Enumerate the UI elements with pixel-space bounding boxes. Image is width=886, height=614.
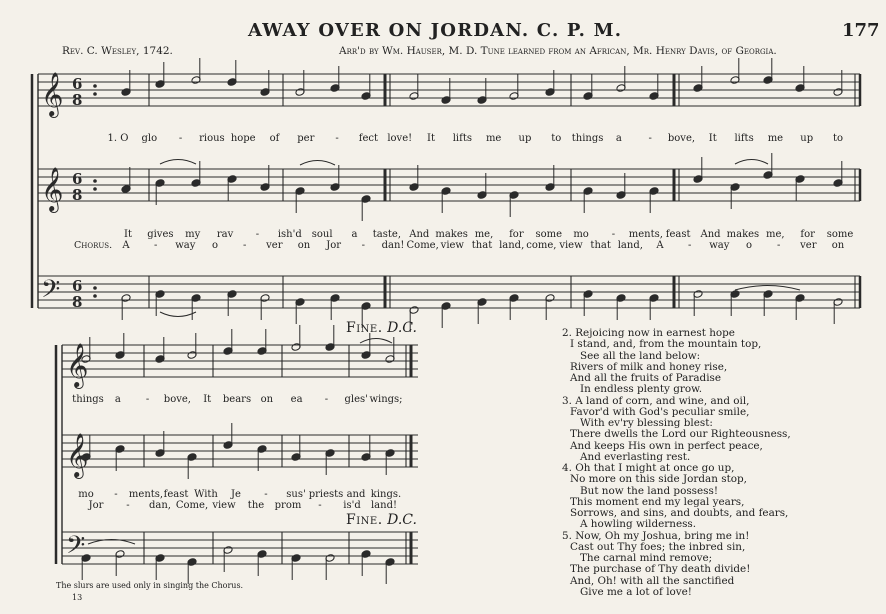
lyric-syllable: makes	[726, 229, 760, 240]
lyric-syllable: that	[471, 240, 493, 251]
lyric-syllable: It	[124, 229, 132, 240]
verse-text: Oh that I might at once go up,	[575, 462, 735, 474]
page-title: AWAY OVER ON JORDAN. C. P. M.	[248, 20, 623, 41]
lyric-syllable: view	[559, 240, 583, 251]
verse-line	[562, 587, 791, 598]
verse-text: A howling wilderness.	[580, 518, 697, 531]
lyric-syllable: glo	[141, 133, 158, 144]
verse-text: This moment end my legal years,	[570, 495, 745, 508]
verse-text: There dwells the Lord our Righteousness,	[570, 428, 791, 441]
verse-text: In endless plenty grow.	[580, 383, 703, 396]
lyric-syllable: Jor	[326, 240, 342, 251]
lyric-syllable: priests	[308, 489, 344, 500]
lyric-syllable: o	[211, 240, 219, 251]
lyric-syllable: rav	[216, 229, 234, 240]
verse-text: With ev'ry blessing blest:	[580, 417, 713, 429]
lyric-syllable: the	[247, 500, 265, 511]
repeat-dot	[93, 92, 97, 96]
lyric-syllable: 1. O	[107, 133, 129, 144]
lyric-syllable: way	[175, 240, 196, 251]
verse-text: I stand, and, from the mountain top,	[570, 338, 762, 351]
verse-text: And, Oh! with all the sanctified	[570, 574, 735, 587]
lyric-syllable: It	[708, 133, 717, 144]
lyric-syllable: gives	[147, 229, 174, 240]
lyric-syllable: bove,	[163, 394, 191, 405]
lyric-syllable: mo	[573, 229, 589, 240]
lyric-syllable: up	[800, 133, 814, 144]
lyric-syllable: land,	[499, 240, 525, 251]
lyric-syllable: land,	[617, 240, 643, 251]
verse-text: And keeps His own in perfect peace,	[570, 439, 763, 452]
verse-number: 4.	[562, 462, 576, 474]
clef-icon: 𝄞	[41, 167, 64, 211]
page-number: 177	[842, 20, 880, 41]
lyric-syllable: Je	[231, 489, 241, 500]
lyric-syllable: -	[324, 394, 329, 405]
lyric-syllable: love!	[387, 133, 413, 144]
lyric-syllable: ver	[266, 240, 283, 251]
slur	[360, 339, 392, 344]
lyric-syllable: me	[485, 133, 502, 144]
lyric-syllable: And	[700, 229, 721, 240]
clef-icon: 𝄢	[66, 531, 86, 566]
lyric-syllable: -	[335, 133, 339, 144]
lyric-syllable: lifts	[452, 133, 472, 144]
repeat-dot	[93, 187, 97, 191]
author-credit: Rev. C. Wesley, 1742.	[62, 45, 173, 57]
slur	[300, 161, 335, 166]
lyric-syllable: that	[590, 240, 611, 251]
lyric-syllable: soul	[311, 229, 333, 240]
verse-text: Rejoicing now in earnest hope	[575, 327, 735, 339]
fine-label: Fine.	[346, 512, 383, 528]
lyric-syllable: on	[297, 240, 311, 251]
lyric-syllable: and	[346, 489, 366, 500]
lyric-syllable: on	[260, 394, 274, 405]
lyric-syllable: With	[194, 489, 218, 500]
verses-column	[562, 328, 791, 598]
lyric-syllable: -	[611, 229, 616, 240]
lyric-syllable: -	[126, 500, 130, 511]
repeat-dot	[93, 179, 97, 183]
lyric-syllable: bears	[222, 394, 252, 405]
lyric-syllable: some	[535, 229, 562, 240]
time-signature-denominator: 8	[72, 293, 83, 311]
lyric-syllable: -	[178, 133, 183, 144]
slur	[160, 160, 196, 165]
lyric-syllable: me,	[765, 229, 785, 240]
lyric-syllable: -	[361, 240, 366, 251]
verse-text: And all the fruits of Paradise	[570, 372, 721, 384]
lyric-syllable: prom	[274, 500, 302, 511]
lyric-syllable: -	[776, 240, 781, 251]
fine-dc-bottom	[346, 512, 417, 528]
lyric-syllable: fect	[358, 133, 379, 144]
dc-label: D.C.	[387, 512, 417, 528]
lyric-syllable: lifts	[734, 133, 754, 144]
lyric-syllable: view	[212, 500, 236, 511]
lyric-syllable: -	[648, 133, 652, 144]
verse-text: And everlasting rest.	[580, 450, 691, 463]
lyric-syllable: It	[203, 394, 212, 405]
dc-label: D.C.	[387, 320, 417, 336]
lyric-syllable: way	[709, 240, 730, 251]
arranger-credit: Arr'd by Wm. Hauser, M. D. Tune learned from an African, Mr. Henry Davis, of Georgia.	[339, 45, 777, 57]
lyric-syllable: ments,	[128, 489, 164, 500]
time-signature-numerator: 6	[72, 277, 83, 295]
lyric-syllable: feast	[665, 229, 691, 240]
verse-text: Favor'd with God's peculiar smile,	[570, 405, 750, 418]
lyric-syllable: Come,	[406, 240, 439, 251]
time-signature-numerator: 6	[72, 170, 83, 188]
time-signature-numerator: 6	[72, 75, 83, 93]
lyric-syllable: Jor	[88, 500, 104, 511]
lyric-syllable: kings.	[370, 489, 402, 500]
verse-number: 3.	[562, 394, 576, 407]
lyric-syllable: things	[571, 133, 604, 144]
verse-text: See all the land below:	[580, 349, 701, 362]
lyric-syllable: taste,	[372, 229, 402, 240]
lyric-syllable: of	[269, 133, 280, 144]
lyric-syllable: sus'	[286, 489, 306, 500]
lyric-syllable: gles'	[344, 394, 368, 405]
lyric-syllable: a	[615, 133, 622, 144]
lyric-syllable: to	[551, 133, 562, 144]
lyric-syllable: me,	[474, 229, 494, 240]
clef-icon: 𝄞	[66, 433, 89, 477]
lyric-syllable: makes	[435, 229, 468, 240]
lyric-syllable: feast	[163, 489, 189, 500]
verse-text: Sorrows, and sins, and doubts, and fears,	[570, 507, 789, 519]
lyric-syllable: ish'd	[277, 229, 302, 240]
lyric-syllable: is'd	[343, 500, 361, 511]
lyric-syllable: Come,	[175, 500, 209, 511]
lyric-syllable: o	[745, 240, 753, 251]
clef-icon: 𝄞	[41, 72, 64, 116]
lyric-syllable: my	[185, 229, 201, 240]
verse-text: Give me a lot of love!	[580, 585, 692, 598]
lyric-syllable: on	[831, 240, 845, 251]
lyric-syllable: ea	[290, 394, 303, 405]
lyric-syllable: -	[255, 229, 260, 240]
lyric-syllable: for	[800, 229, 815, 240]
lyric-syllable: up	[518, 133, 532, 144]
verse-text: A land of corn, and wine, and oil,	[575, 394, 750, 407]
lyric-syllable: bove,	[667, 133, 696, 144]
repeat-dot	[93, 294, 97, 298]
lyric-syllable: dan!	[381, 240, 405, 251]
slur	[735, 160, 768, 165]
lyric-syllable: hope	[230, 133, 256, 144]
lyric-syllable: -	[145, 394, 150, 405]
time-signature-denominator: 8	[72, 91, 83, 109]
verse-text: Cast out Thy foes; the inbred sin,	[570, 540, 746, 553]
slur	[735, 286, 800, 291]
lyric-syllable: wings;	[369, 394, 403, 405]
lyric-syllable: -	[114, 489, 118, 500]
footnote-number: 13	[72, 593, 83, 602]
lyric-syllable: It	[427, 133, 436, 144]
clef-icon: 𝄞	[66, 343, 89, 387]
verse-number: 5.	[562, 529, 576, 542]
lyric-syllable: to	[832, 133, 844, 144]
lyric-syllable: And	[409, 229, 430, 240]
lyric-syllable: -	[264, 489, 268, 500]
verse-text: But now the land possess!	[580, 484, 718, 497]
lyric-syllable: -	[153, 240, 158, 251]
lyric-syllable: come,	[526, 240, 557, 251]
verse-text: The carnal mind remove;	[580, 552, 713, 564]
verse-text: Rivers of milk and honey rise,	[570, 360, 728, 373]
lyric-syllable: A	[656, 240, 664, 251]
lyric-syllable: a	[351, 229, 358, 240]
slur	[160, 312, 196, 317]
verse-text: No more on this side Jordan stop,	[570, 473, 747, 486]
lyric-syllable: view	[440, 240, 464, 251]
lyric-syllable: me	[767, 133, 784, 144]
clef-icon: 𝄢	[41, 275, 61, 310]
verse-number: 2.	[562, 327, 576, 339]
lyric-syllable: things	[72, 394, 104, 405]
lyric-syllable: a	[114, 394, 121, 405]
lyric-syllable: -	[242, 240, 247, 251]
lyric-syllable: per	[297, 133, 315, 144]
footnote: The slurs are used only in singing the Chorus.	[56, 581, 244, 590]
time-signature-denominator: 8	[72, 186, 83, 204]
verse-text: Now, Oh my Joshua, bring me in!	[575, 529, 750, 542]
repeat-dot	[93, 286, 97, 290]
chorus-label: Chorus.	[74, 240, 113, 251]
lyric-syllable: -	[687, 240, 692, 251]
lyric-syllable: ments,	[628, 229, 663, 240]
fine-label: Fine.	[346, 320, 383, 336]
lyric-syllable: ver	[800, 240, 817, 251]
repeat-dot	[93, 84, 97, 88]
lyric-syllable: for	[509, 229, 524, 240]
lyric-syllable: land!	[370, 500, 398, 511]
verse-text: The purchase of Thy death divide!	[570, 563, 751, 576]
fine-dc-top	[346, 320, 417, 336]
lyric-syllable: dan,	[149, 500, 171, 511]
lyric-syllable: mo	[78, 489, 94, 500]
lyric-syllable: -	[318, 500, 322, 511]
lyric-syllable: A	[122, 240, 130, 251]
lyric-syllable: rious	[199, 133, 225, 144]
lyric-syllable: some	[826, 229, 854, 240]
